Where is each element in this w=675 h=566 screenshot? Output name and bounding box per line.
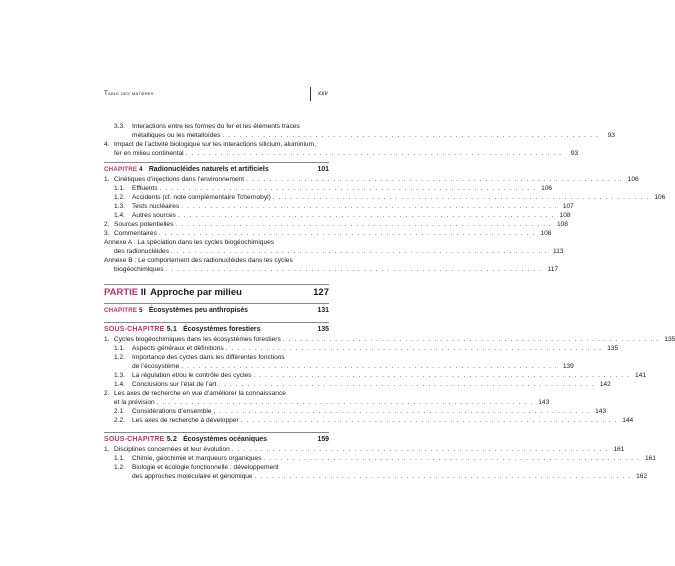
entry-text: Disciplines concernées et leur évolution <box>114 446 230 453</box>
entry-page: 135 <box>664 336 675 343</box>
toc-group-chapter-4 <box>104 175 666 274</box>
toc-entry <box>104 380 611 389</box>
entry-text: Biologie et écologie fonctionnelle : développement <box>132 464 279 471</box>
entry-body <box>114 220 568 229</box>
entry-text: La régulation et/ou le contrôle des cycles <box>132 372 252 379</box>
entry-text: Chimie, géochimie et marqueurs organiques <box>132 455 262 462</box>
running-title: Table des matières <box>104 90 154 97</box>
leader-dots <box>224 344 605 353</box>
entry-number: 3. <box>104 230 110 237</box>
entry-text: et la prévision <box>114 399 155 406</box>
entry-body <box>114 445 624 454</box>
entry-body <box>114 175 639 184</box>
entry-text: Tests nucléaires <box>132 203 180 210</box>
entry-line <box>132 380 611 389</box>
toc-entry <box>104 407 607 416</box>
entry-page: 106 <box>654 194 666 201</box>
entry-line <box>114 229 551 238</box>
entry-page: 107 <box>562 203 574 210</box>
toc-entry <box>104 211 571 220</box>
subchapter-5-1-heading <box>104 322 329 334</box>
toc-entry <box>104 175 639 184</box>
entry-page: 141 <box>635 372 647 379</box>
entry-text: Commentaires <box>114 230 157 237</box>
entry-page: 142 <box>599 381 611 388</box>
leader-dots <box>179 362 560 371</box>
entry-text: Conclusions sur l’état de l’art <box>132 381 217 388</box>
subchapter-label: SOUS-CHAPITRE 5.2 <box>104 436 178 443</box>
entry-body <box>132 122 615 140</box>
entry-text: de l’écosystème <box>132 363 180 370</box>
entry-line <box>114 445 624 454</box>
entry-line <box>114 149 578 158</box>
toc-entry <box>104 353 574 371</box>
entry-text: des radionucléides <box>114 248 169 255</box>
toc-group-5-2 <box>104 445 656 481</box>
entry-text: Cycles biogéochimiques dans les écosystèmes forestiers <box>114 336 281 343</box>
entry-body <box>114 140 578 158</box>
entry-text: Interactions entre les formes du fer et les éléments traces <box>132 123 300 130</box>
chapter-4-heading <box>104 162 329 174</box>
leader-dots <box>244 175 625 184</box>
entry-page: 113 <box>553 248 564 255</box>
leader-dots <box>281 335 662 344</box>
entry-body <box>132 211 571 220</box>
entry-number: 1. <box>104 446 110 453</box>
entry-page: 139 <box>562 363 574 370</box>
page-number: xxv <box>317 90 328 97</box>
entry-body <box>132 202 574 211</box>
toc-entry <box>104 416 634 425</box>
entry-body <box>132 193 665 202</box>
entry-body <box>104 256 558 274</box>
entry-number: 1.4. <box>114 381 125 388</box>
toc-entry <box>104 140 579 158</box>
entry-text: Les axes de recherche en vue d’améliorer la connaissance <box>114 390 286 397</box>
entry-text: Annexe B : Le comportement des radionucléides dans les cycles <box>104 257 293 264</box>
entry-page: 144 <box>622 417 634 424</box>
entry-line <box>132 407 606 416</box>
entry-body <box>132 184 552 193</box>
leader-dots <box>173 220 554 229</box>
entry-line <box>132 193 665 202</box>
entry-page: 108 <box>556 221 568 228</box>
part-page: 127 <box>313 287 329 298</box>
entry-line <box>132 131 615 140</box>
toc-entry <box>104 335 675 344</box>
chapter-title: Radionucléides naturels et artificiels <box>148 166 269 173</box>
entry-line <box>132 211 571 220</box>
leader-dots <box>155 398 536 407</box>
toc-entry <box>104 122 615 140</box>
leader-dots <box>261 454 642 463</box>
leader-dots <box>271 193 652 202</box>
leader-dots <box>212 407 593 416</box>
toc-entry <box>104 389 550 407</box>
page-header <box>104 87 328 101</box>
entry-line <box>114 220 568 229</box>
entry-body <box>132 407 606 416</box>
leader-dots <box>230 445 611 454</box>
toc-entry <box>104 193 666 202</box>
entry-body <box>132 454 656 463</box>
entry-line <box>132 202 574 211</box>
part-title: Approche par milieu <box>150 287 242 298</box>
leader-dots <box>216 380 597 389</box>
chapter-page: 131 <box>317 307 329 314</box>
chapter-label: CHAPITRE 5 <box>104 307 143 314</box>
entry-text: Annexe A : La spéciation dans les cycles biogéochimiques <box>104 239 275 246</box>
entry-text: Impact de l’activité biologique sur les interactions silicium, aluminium, <box>114 141 316 148</box>
chapter-title: Écosystèmes peu anthropisés <box>148 307 248 314</box>
entry-number: 1.3. <box>114 203 125 210</box>
entry-line <box>114 175 639 184</box>
entry-line <box>132 472 647 481</box>
entry-text: Accidents (cf. note complémentaire Tchernobyl) <box>132 194 271 201</box>
entry-text: Aspects généraux et définitions <box>132 345 224 352</box>
entry-page: 161 <box>613 446 625 453</box>
entry-number: 2.2. <box>114 417 125 424</box>
toc-entry <box>104 238 564 256</box>
subchapter-label: SOUS-CHAPITRE 5.1 <box>104 326 178 333</box>
leader-dots <box>169 247 550 256</box>
subchapter-page: 135 <box>317 326 329 333</box>
entry-text: biogéochimiques <box>114 266 164 273</box>
entry-page: 161 <box>644 455 656 462</box>
toc-entry <box>104 445 625 454</box>
leader-dots <box>176 211 557 220</box>
entry-number: 2.1. <box>114 408 125 415</box>
entry-text: des approches moléculaire et génomique <box>132 473 253 480</box>
toc-entry <box>104 371 647 380</box>
leader-dots <box>157 229 538 238</box>
entry-page: 93 <box>570 150 579 157</box>
entry-text: Les axes de recherche à développer <box>132 417 239 424</box>
entry-number: 1.1. <box>114 185 125 192</box>
entry-text: fer en milieu continental <box>114 150 184 157</box>
entry-body <box>132 463 647 481</box>
leader-dots <box>179 202 560 211</box>
entry-page: 135 <box>607 345 619 352</box>
entry-line <box>104 247 564 256</box>
toc-entry <box>104 454 656 463</box>
entry-body <box>132 416 633 425</box>
toc-entry <box>104 220 568 229</box>
entry-line <box>114 398 549 407</box>
entry-number: 2. <box>104 390 110 397</box>
entry-number: 1.2. <box>114 354 125 361</box>
subchapter-title: Écosystèmes forestiers <box>183 326 261 333</box>
part-label: PARTIE II <box>104 287 147 298</box>
entry-line <box>132 344 618 353</box>
leader-dots <box>164 265 545 274</box>
toc-entry <box>104 256 559 274</box>
entry-number: 1. <box>104 176 110 183</box>
entry-number: 1.1. <box>114 345 125 352</box>
entry-number: 1.2. <box>114 194 125 201</box>
entry-body <box>114 389 549 407</box>
entry-text: métalliques ou les métalloïdes <box>132 132 221 139</box>
subchapter-5-2-heading <box>104 432 329 444</box>
entry-number: 4. <box>104 141 110 148</box>
entry-line <box>132 371 646 380</box>
entry-number: 1. <box>104 336 110 343</box>
entry-line <box>104 265 558 274</box>
subchapter-page: 159 <box>317 436 329 443</box>
chapter-page: 101 <box>317 166 329 173</box>
part-2-heading <box>104 284 329 297</box>
entry-page: 106 <box>627 176 639 183</box>
entry-body <box>104 238 564 256</box>
leader-dots <box>158 184 539 193</box>
entry-body <box>114 335 675 344</box>
entry-text: Importance des cycles dans les différentes fonctions <box>132 354 285 361</box>
entry-body <box>132 380 611 389</box>
entry-number: 1.4. <box>114 212 125 219</box>
toc-entry <box>104 344 619 353</box>
entry-page: 106 <box>541 185 553 192</box>
leader-dots <box>239 416 620 425</box>
entry-text: Effluents <box>132 185 158 192</box>
entry-line <box>132 454 656 463</box>
entry-page: 108 <box>559 212 571 219</box>
entry-line <box>132 362 574 371</box>
entry-text: Sources potentielles <box>114 221 174 228</box>
toc-entry <box>104 184 553 193</box>
toc-entry <box>104 202 574 211</box>
toc-entry <box>104 463 648 481</box>
chapter-5-heading <box>104 303 329 315</box>
entry-number: 1.3. <box>114 372 125 379</box>
table-of-contents <box>104 122 675 481</box>
chapter-label: CHAPITRE 4 <box>104 166 143 173</box>
entry-line <box>132 184 552 193</box>
entry-line <box>114 335 675 344</box>
entry-number: 2. <box>104 221 110 228</box>
leader-dots <box>253 472 634 481</box>
entry-page: 162 <box>636 473 648 480</box>
subchapter-title: Écosystèmes océaniques <box>183 436 267 443</box>
entry-number: 3.3. <box>114 123 125 130</box>
entry-number: 1.2. <box>114 464 125 471</box>
entry-text: Considérations d’ensemble <box>132 408 212 415</box>
entry-body <box>132 353 574 371</box>
leader-dots <box>184 149 565 158</box>
header-separator <box>310 87 311 101</box>
leader-dots <box>252 371 633 380</box>
entry-page: 93 <box>607 132 615 139</box>
entry-body <box>114 229 551 238</box>
entry-page: 143 <box>595 408 607 415</box>
entry-number: 1.1. <box>114 455 125 462</box>
toc-entry <box>104 229 552 238</box>
entry-line <box>132 416 633 425</box>
entry-text: Autres sources <box>132 212 176 219</box>
toc-group-5-1 <box>104 335 675 425</box>
toc-group-top <box>104 122 615 158</box>
entry-page: 108 <box>540 230 552 237</box>
entry-body <box>132 371 646 380</box>
leader-dots <box>220 131 601 140</box>
entry-body <box>132 344 618 353</box>
entry-page: 143 <box>538 399 550 406</box>
entry-page: 117 <box>547 266 559 273</box>
entry-text: Cinétiques d’injections dans l’environnement <box>114 176 245 183</box>
